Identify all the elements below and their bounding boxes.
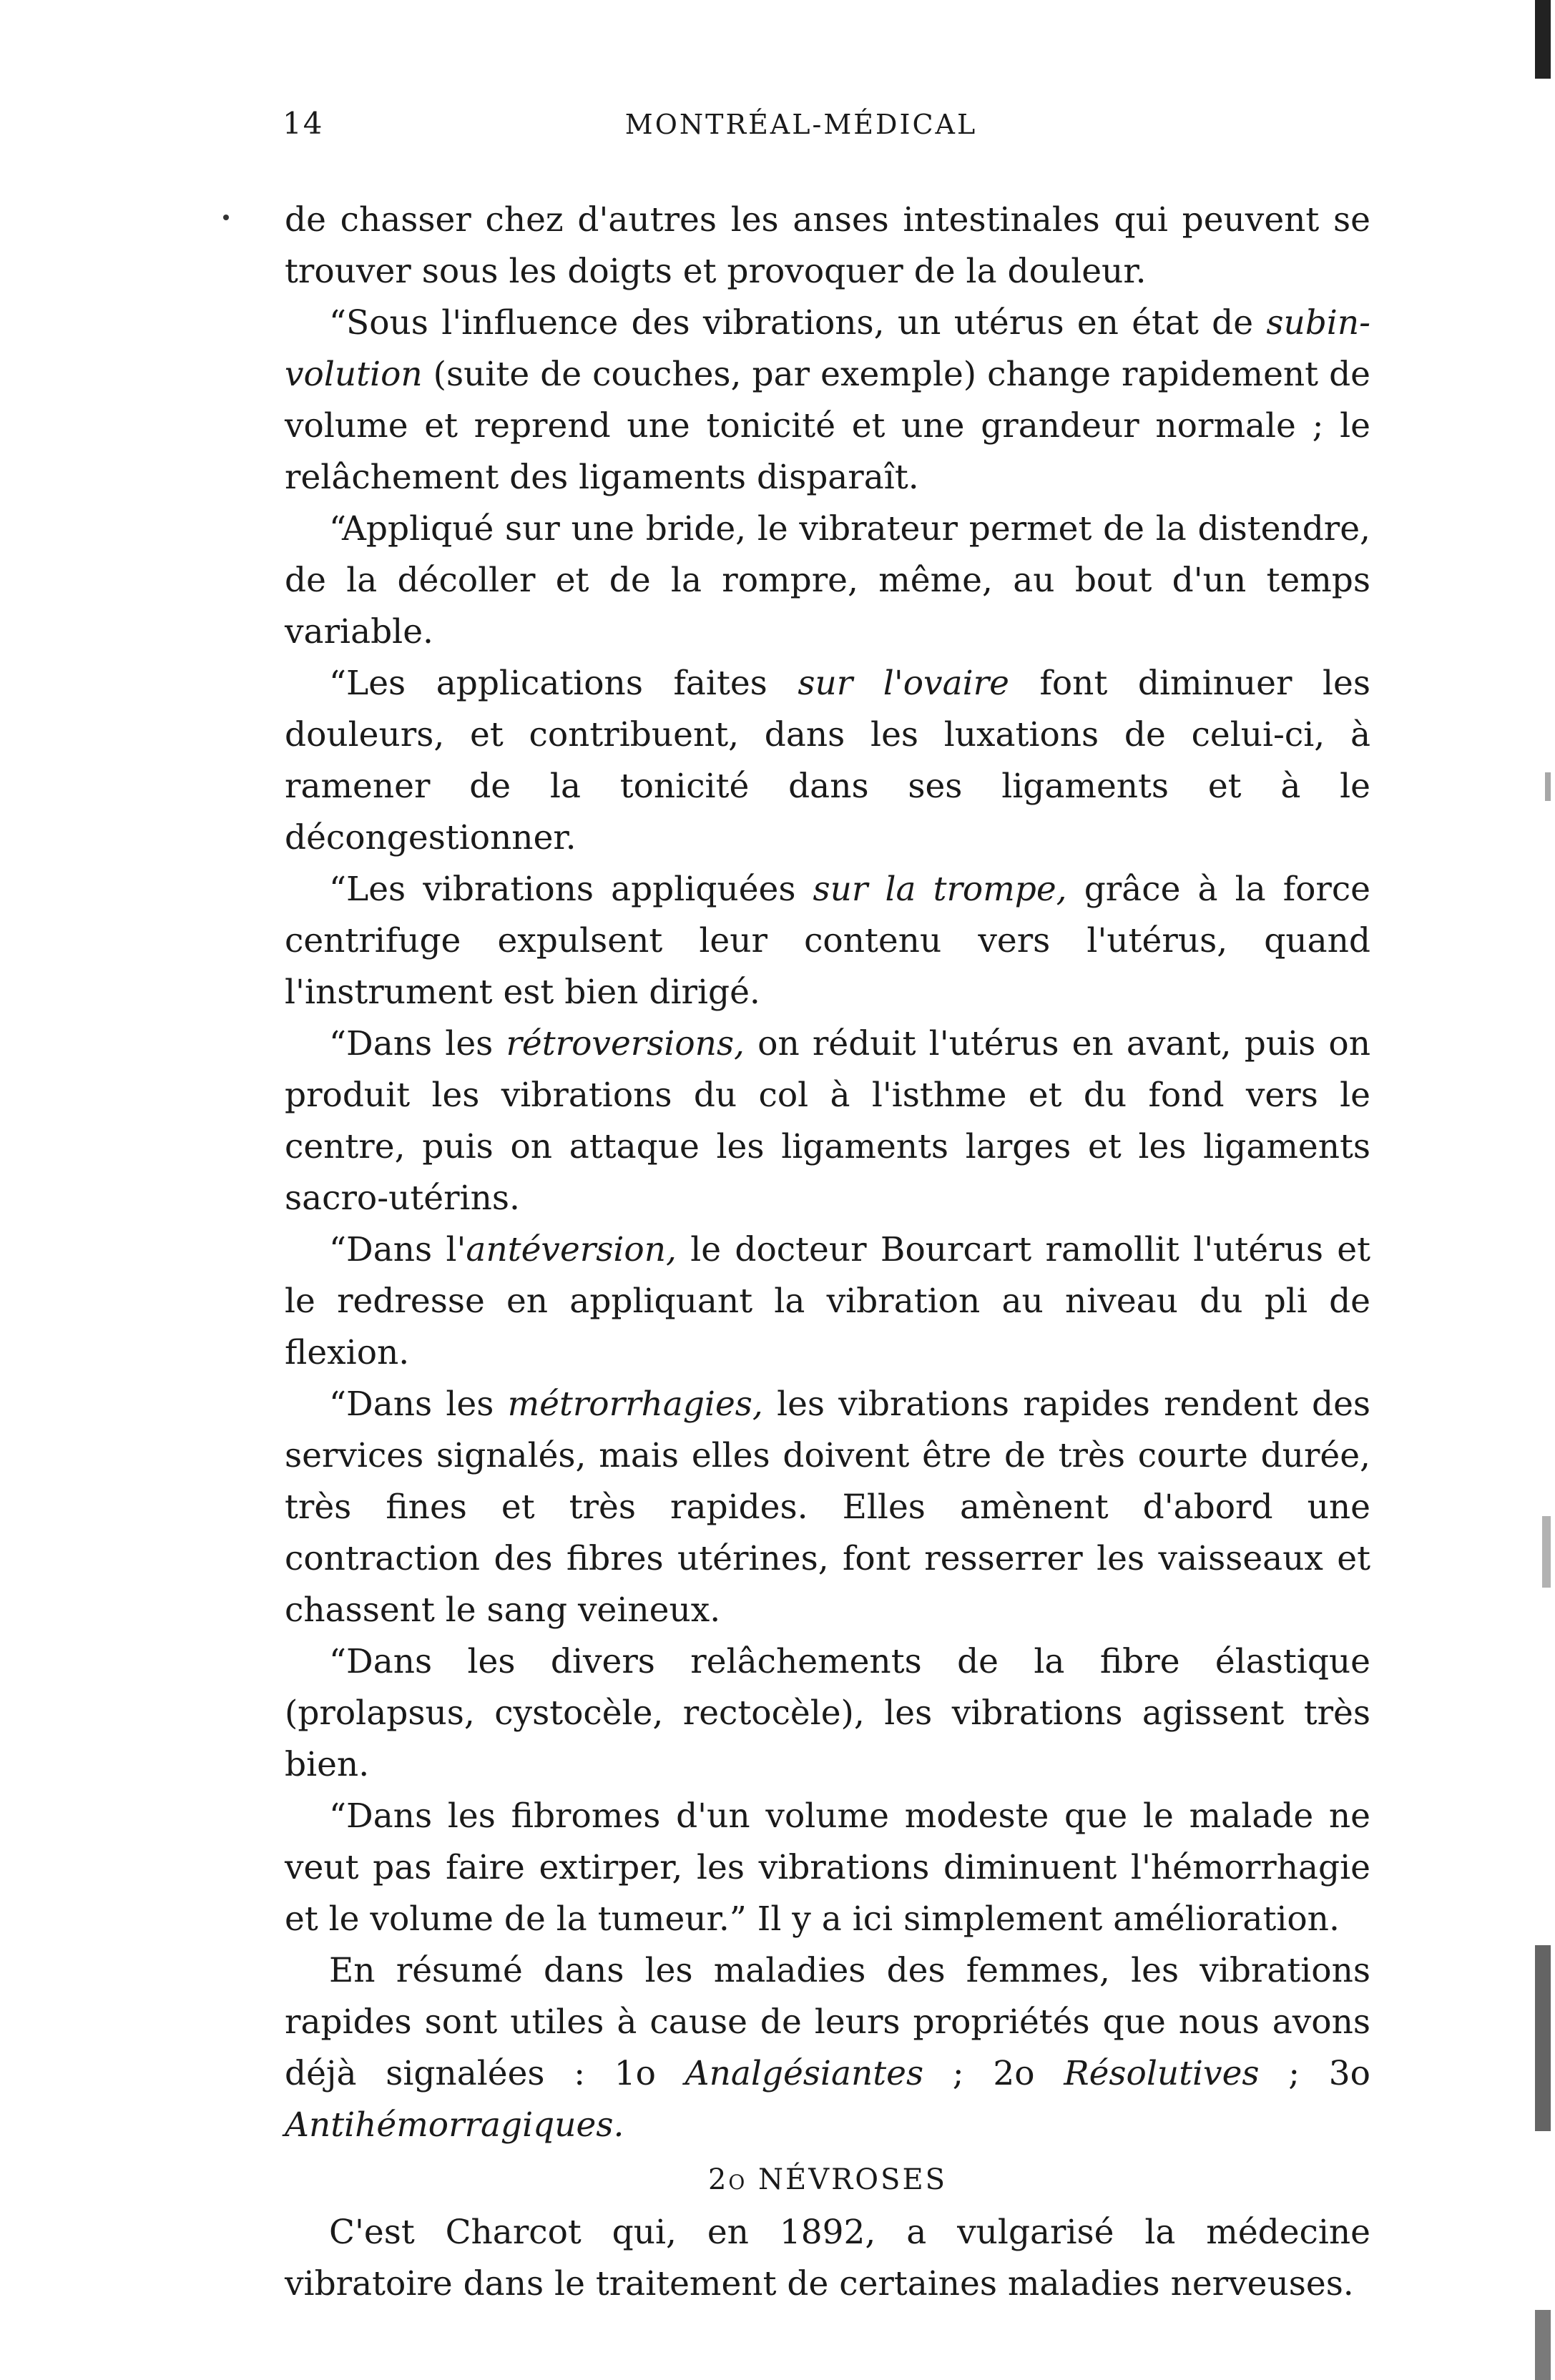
- text-run: (suite de couches, par exemple) change rapidement de volume et reprend une tonicité et une grandeur normale ; le relâchement des ligaments disparaît.: [285, 355, 1370, 497]
- body-text: [285, 195, 1370, 2310]
- italic-run: sur l'ovaire: [798, 664, 1009, 703]
- paragraph: [285, 298, 1370, 503]
- text-run: grâce à la force centrifuge expulsent leur contenu vers l'utérus, quand l'instrument est bien dirigé.: [285, 870, 1370, 1012]
- italic-run: subin-volution: [285, 303, 1370, 394]
- italic-run: Analgésiantes: [685, 2054, 924, 2093]
- paragraph: [285, 658, 1370, 864]
- paragraph: [285, 1224, 1370, 1379]
- text-run: ; 3o: [1259, 2054, 1370, 2093]
- paragraph: [285, 1379, 1370, 1636]
- text-run: “Dans l': [329, 1230, 466, 1269]
- text-run: “Dans les divers relâchements de la fibre élastique (prolapsus, cystocèle, rectocèle), les vibrations agissent très bien.: [285, 1642, 1370, 1784]
- text-run: “Dans les: [329, 1024, 506, 1063]
- text-run: “Dans les: [329, 1385, 508, 1424]
- italic-run: Résolutives: [1064, 2054, 1260, 2093]
- italic-run: Antihémorragiques.: [285, 2105, 624, 2145]
- text-run: “Les vibrations appliquées: [329, 870, 813, 909]
- italic-run: rétroversions,: [506, 1024, 745, 1063]
- closing-paragraph: C'est Charcot qui, en 1892, a vulgarisé la médecine vibratoire dans le traitement de certaines maladies nerveuses.: [285, 2213, 1370, 2303]
- running-title: MONTRÉAL-MÉDICAL: [624, 109, 978, 140]
- text-run: de chasser chez d'autres les anses intestinales qui peuvent se trouver sous les doigts et provoquer de la douleur.: [285, 200, 1370, 291]
- page-header: [283, 106, 1320, 149]
- paragraph: [285, 1636, 1370, 1791]
- paragraph: [285, 1018, 1370, 1224]
- text-run: En résumé dans les maladies des femmes, les vibrations rapides sont utiles à cause de leurs propriétés que nous avons déjà signalées : 1o: [285, 1951, 1370, 2093]
- italic-run: sur la trompe,: [813, 870, 1067, 909]
- text-run: “Appliqué sur une bride, le vibrateur permet de la distendre, de la décoller et de la rompre, même, au bout d'un temps variable.: [285, 509, 1370, 651]
- text-run: font diminuer les douleurs, et contribuent, dans les luxations de celui-ci, à ramener de la tonicité dans ses ligaments et à le décongestionner.: [285, 664, 1370, 857]
- text-run: on réduit l'utérus en avant, puis on produit les vibrations du col à l'isthme et du fond vers le centre, puis on attaque les ligaments larges et les ligaments sacro-utérins.: [285, 1024, 1370, 1218]
- paragraph: [285, 1945, 1370, 2151]
- text-run: “Les applications faites: [329, 664, 798, 703]
- paragraph-list: [285, 195, 1370, 2151]
- text-run: “Sous l'influence des vibrations, un utérus en état de: [329, 303, 1267, 343]
- paragraph: [285, 503, 1370, 658]
- page-number: 14: [283, 106, 324, 141]
- text-run: les vibrations rapides rendent des services signalés, mais elles doivent être de très courte durée, très fines et très rapides. Elles amènent d'abord une contraction des fibres utérines, font resserrer les vaisseaux et chassent le sang veineux.: [285, 1385, 1370, 1630]
- paragraph: [285, 195, 1370, 298]
- text-run: le docteur Bourcart ramollit l'utérus et le redresse en appliquant la vibration au niveau du pli de flexion.: [285, 1230, 1371, 1372]
- paragraph: [285, 1791, 1370, 1945]
- scan-edge-artifact: [1526, 0, 1555, 2380]
- italic-run: antéversion,: [466, 1230, 677, 1269]
- section-heading: 2o NÉVROSES: [707, 2163, 948, 2196]
- text-run: ; 2o: [923, 2054, 1064, 2093]
- paragraph: [285, 864, 1370, 1018]
- text-run: “Dans les fibromes d'un volume modeste que le malade ne veut pas faire extirper, les vibrations diminuent l'hémorrhagie et le volume de la tumeur.” Il y a ici simplement amélioration.: [285, 1796, 1370, 1939]
- italic-run: métrorrhagies,: [507, 1385, 763, 1424]
- margin-dot: [223, 215, 229, 220]
